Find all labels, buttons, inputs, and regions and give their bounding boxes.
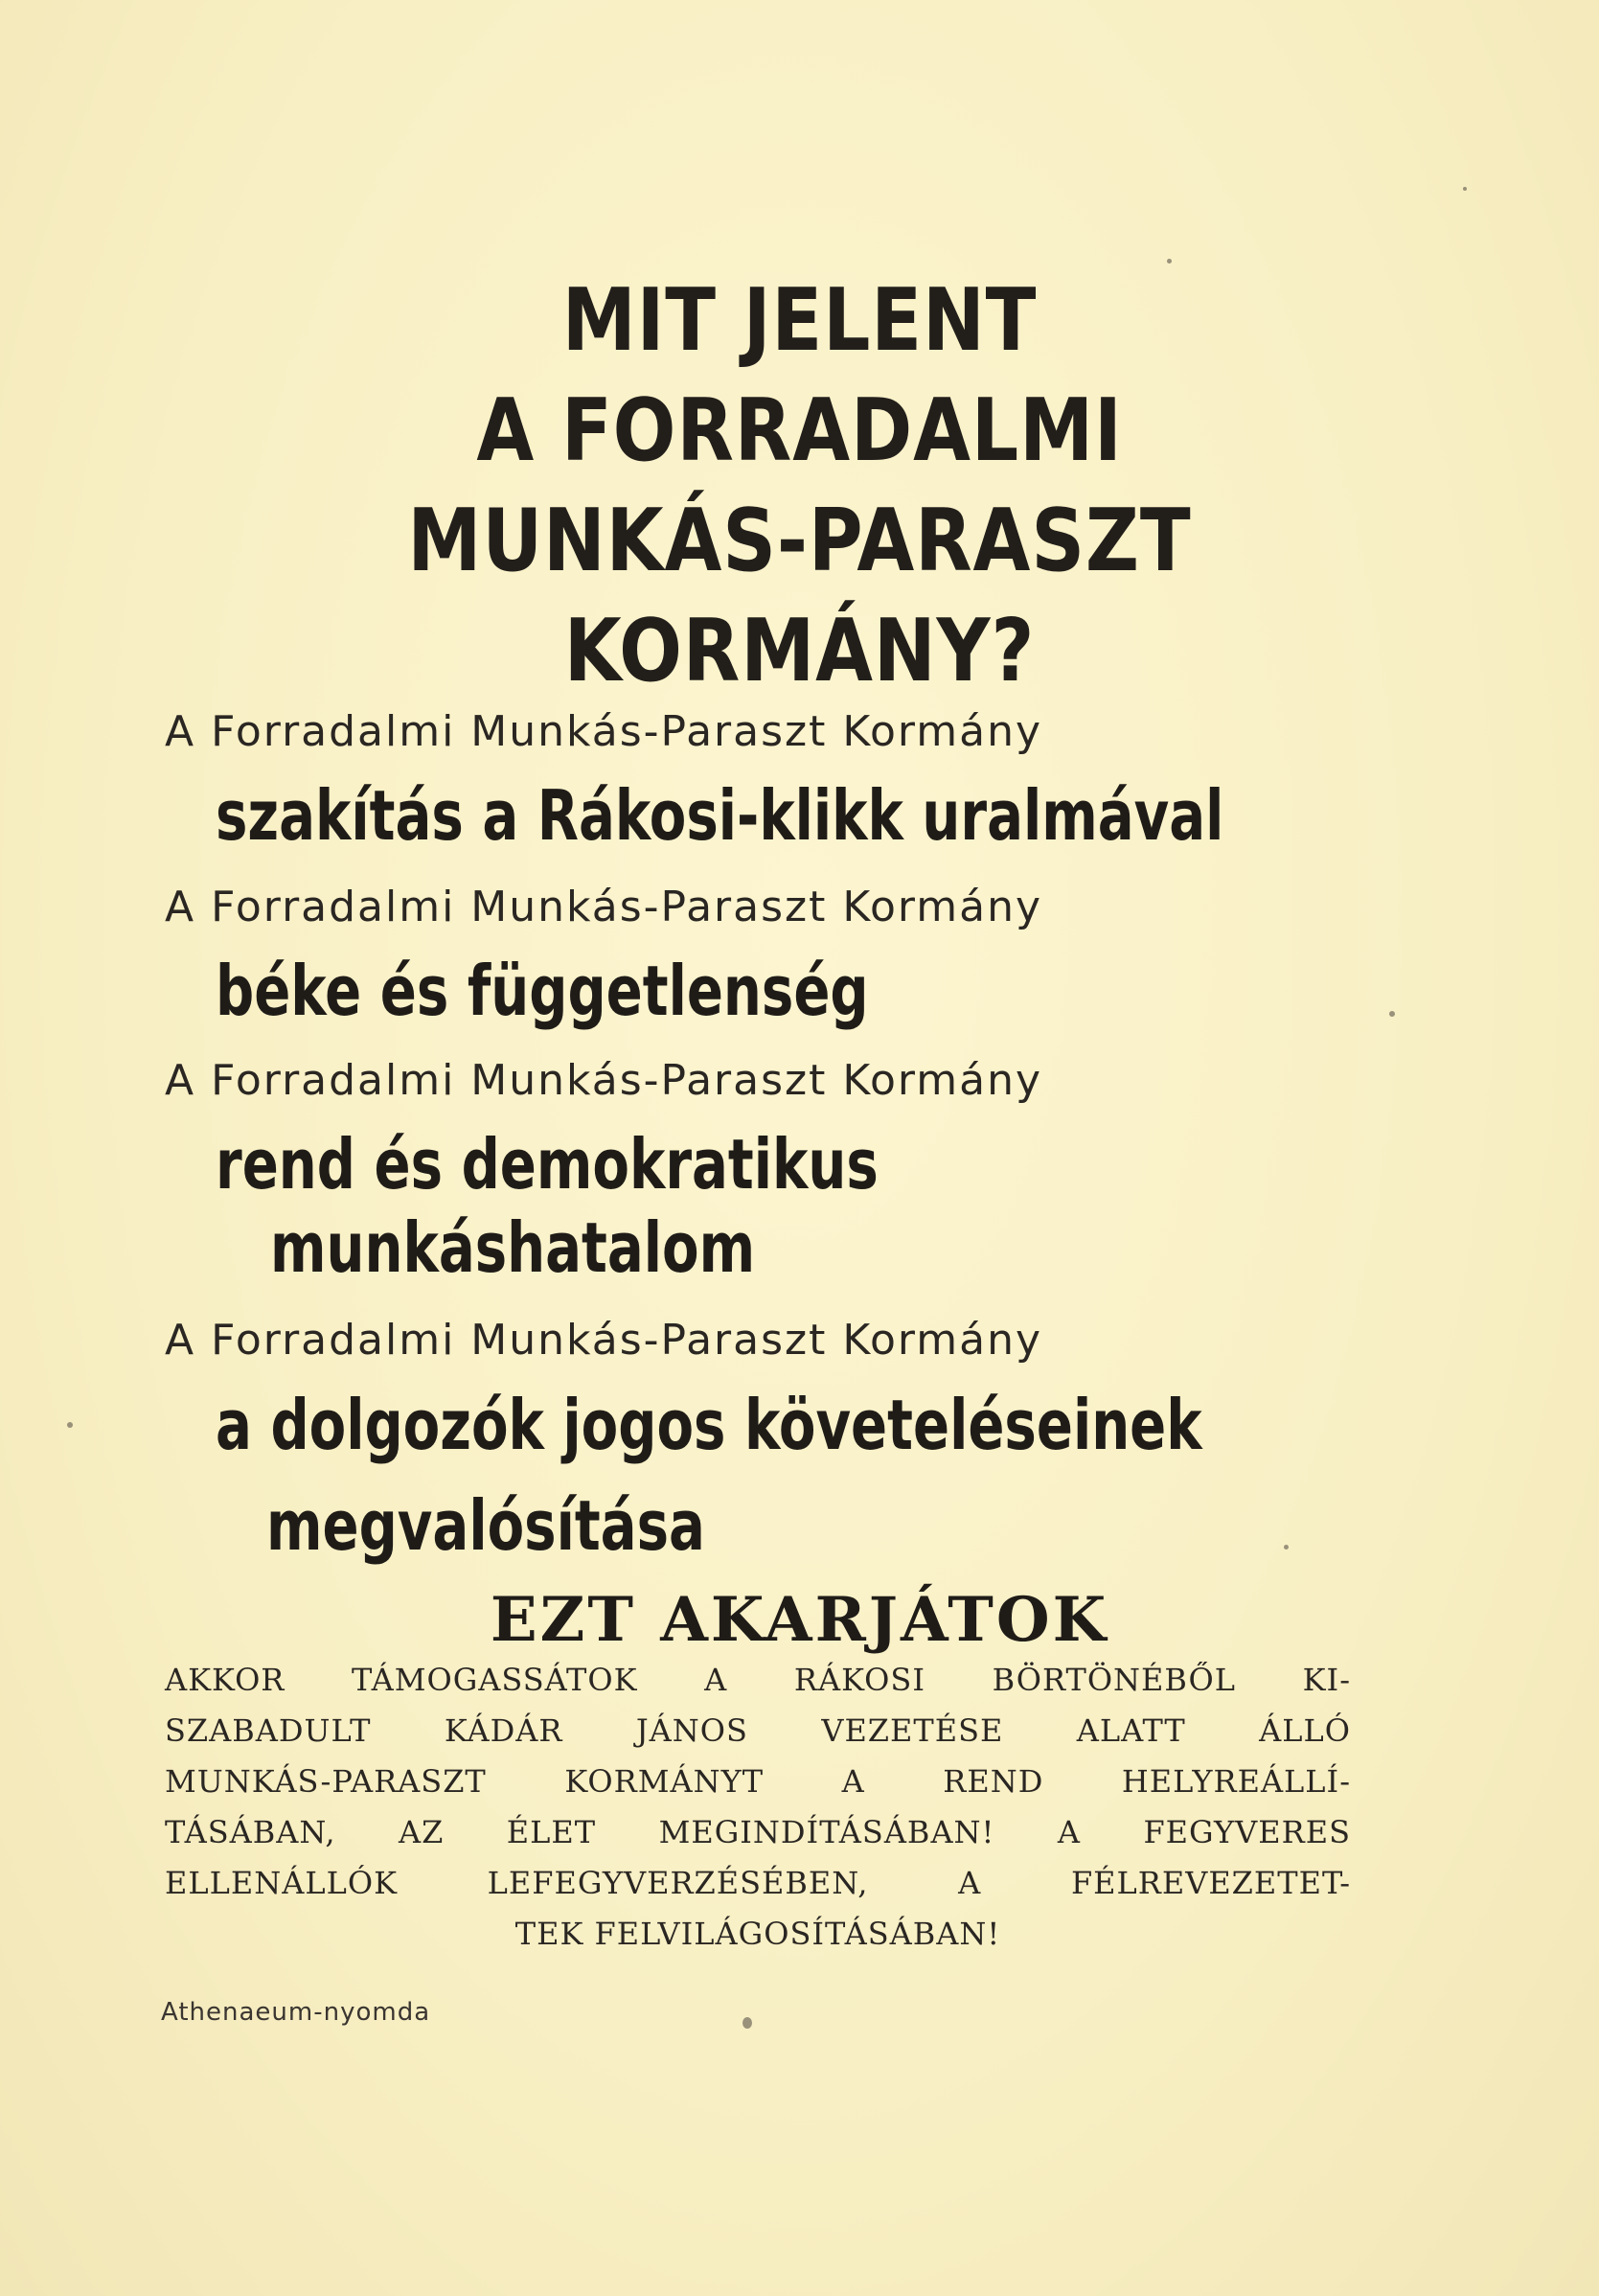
section-2-intro: A Forradalmi Munkás-Paraszt Kormány (165, 883, 1042, 931)
section-1-slogan: szakítás a Rákosi-klikk uralmával (216, 775, 1224, 856)
title-line-3: MUNKÁS-PARASZT (407, 491, 1192, 591)
ink-speck (1463, 187, 1467, 191)
ink-speck (1167, 259, 1172, 264)
section-4-slogan-line-1: a dolgozók jogos követeléseinek (216, 1385, 1202, 1465)
body-line-2: SZABADULT KÁDÁR JÁNOS VEZETÉSE ALATT ÁLLÓ (165, 1712, 1351, 1749)
section-2-slogan: béke és függetlenség (216, 951, 869, 1031)
body-line-6: TEK FELVILÁGOSÍTÁSÁBAN! (514, 1916, 1001, 1952)
title-line-1: MIT JELENT (561, 270, 1038, 371)
section-3-slogan-line-1: rend és demokratikus (216, 1124, 879, 1205)
body-line-3: MUNKÁS-PARASZT KORMÁNYT A REND HELYREÁLLÍ- (165, 1763, 1351, 1800)
title-line-4: KORMÁNY? (563, 601, 1036, 701)
body-line-4: TÁSÁBAN, AZ ÉLET MEGINDÍTÁSÁBAN! A FEGYVERES (165, 1814, 1351, 1850)
section-1-intro: A Forradalmi Munkás-Paraszt Kormány (165, 707, 1042, 756)
ink-speck (1284, 1545, 1289, 1550)
ink-speck (1389, 1011, 1395, 1017)
section-3-intro: A Forradalmi Munkás-Paraszt Kormány (165, 1056, 1042, 1105)
demand-heading: EZT AKARJÁTOK (490, 1584, 1109, 1656)
section-4-intro: A Forradalmi Munkás-Paraszt Kormány (165, 1316, 1042, 1365)
section-4-slogan-line-2: megvalósítása (266, 1485, 705, 1566)
body-line-5: ELLENÁLLÓK LEFEGYVERZÉSÉBEN, A FÉLREVEZETET- (165, 1865, 1351, 1901)
ink-speck (67, 1422, 73, 1428)
printer-imprint: Athenaeum-nyomda (161, 1998, 431, 2027)
section-3-slogan-line-2: munkáshatalom (270, 1207, 756, 1288)
title-line-2: A FORRADALMI (476, 380, 1123, 481)
body-line-1: AKKOR TÁMOGASSÁTOK A RÁKOSI BÖRTÖNÉBŐL KI- (165, 1662, 1351, 1698)
ink-speck (742, 2017, 752, 2029)
